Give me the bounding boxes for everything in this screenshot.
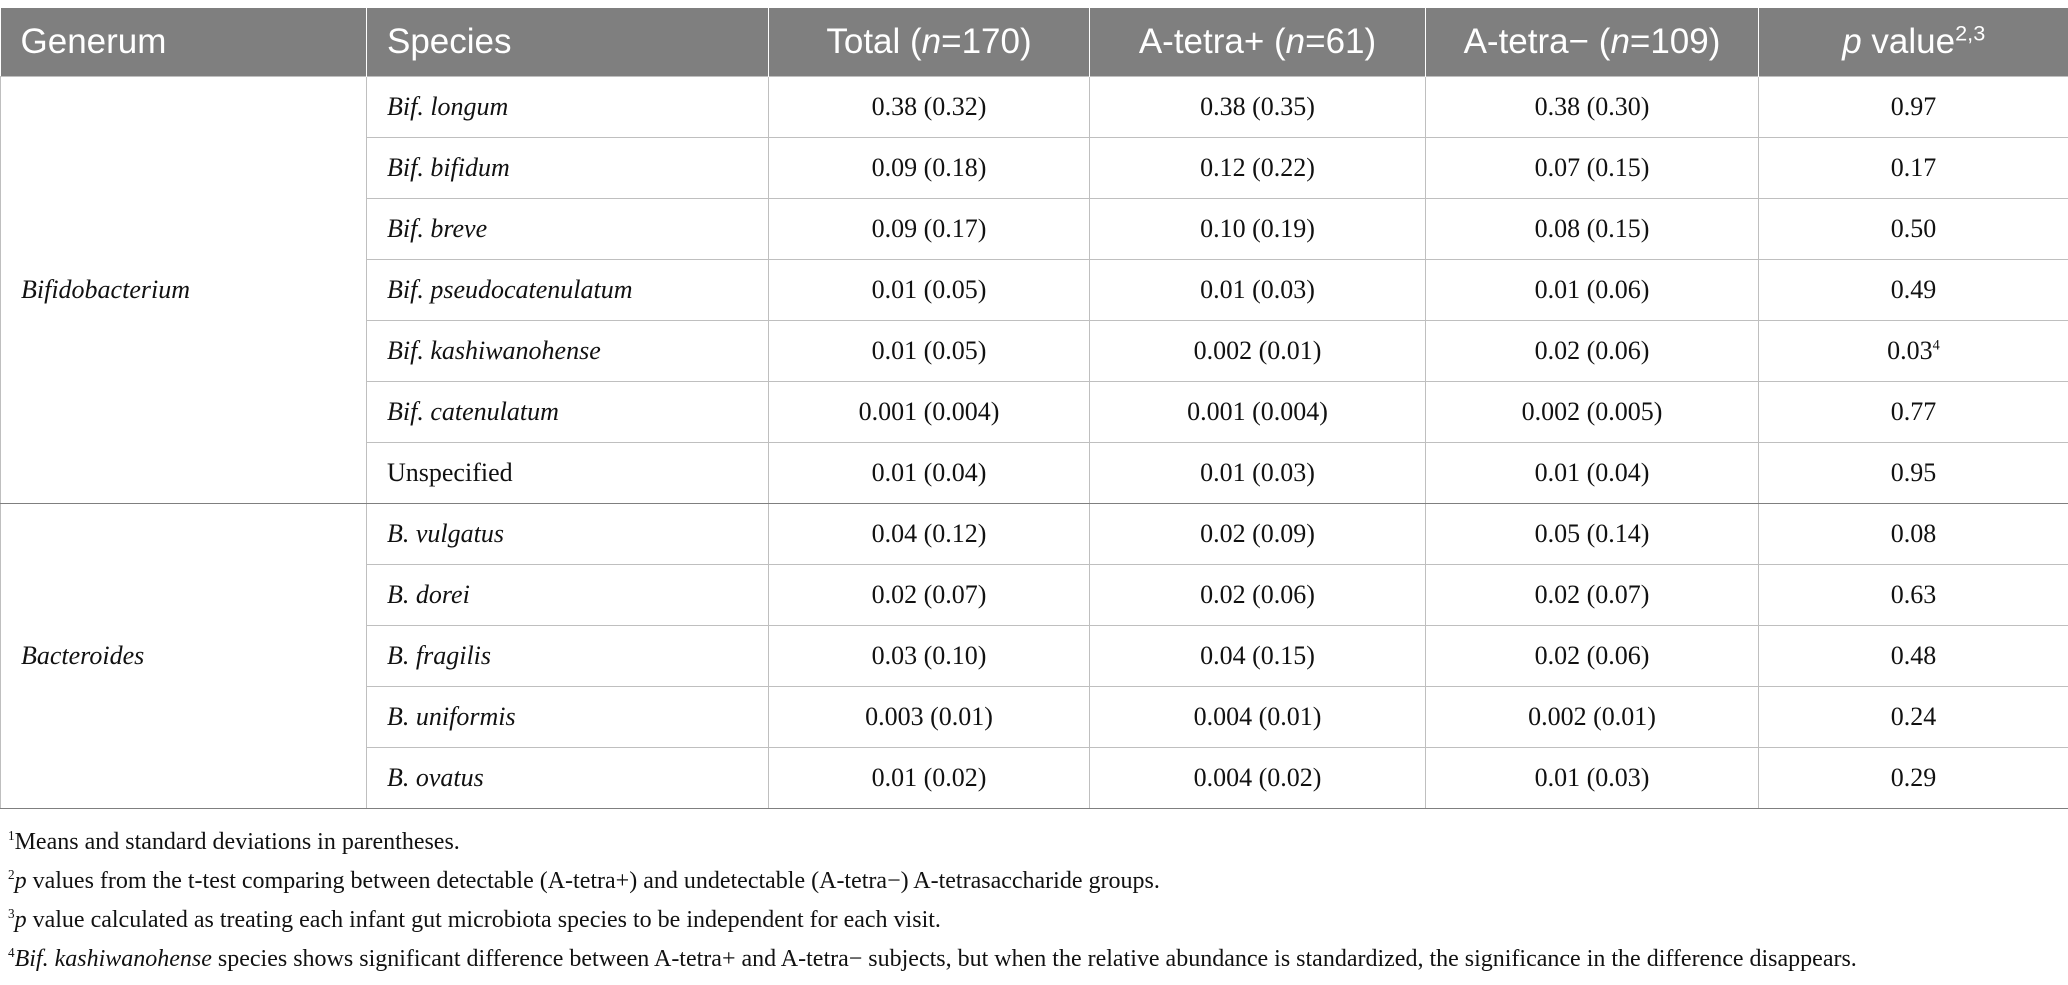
total-cell: 0.001 (0.004) (769, 382, 1090, 443)
header-p-italic: p (1842, 22, 1862, 61)
footnote-text: values from the t-test comparing between detectable (A-tetra+) and undetectable (A-tetra−) A-tetrasaccharide groups. (26, 868, 1160, 894)
species-cell: Bif. pseudocatenulatum (367, 260, 769, 321)
header-atetra-minus (1426, 8, 1759, 77)
atetra-minus-cell: 0.02 (0.06) (1426, 321, 1759, 382)
p-value-cell (1759, 565, 2068, 626)
species-cell: B. uniformis (367, 687, 769, 748)
atetra-minus-cell: 0.002 (0.01) (1426, 687, 1759, 748)
p-value: 0.29 (1890, 763, 1937, 792)
total-cell: 0.03 (0.10) (769, 626, 1090, 687)
p-value-cell (1759, 321, 2068, 382)
atetra-plus-cell: 0.001 (0.004) (1090, 382, 1426, 443)
p-value: 0.63 (1890, 580, 1937, 609)
footnote-italic: p (14, 868, 27, 894)
footnotes (8, 823, 2064, 979)
atetra-plus-cell: 0.10 (0.19) (1090, 199, 1426, 260)
p-value: 0.50 (1890, 214, 1937, 243)
header-atp-suffix: =61) (1305, 22, 1377, 61)
p-value-cell (1759, 626, 2068, 687)
header-atetra-plus (1090, 8, 1426, 77)
species-cell: Bif. breve (367, 199, 769, 260)
atetra-minus-cell: 0.07 (0.15) (1426, 138, 1759, 199)
atetra-plus-cell: 0.02 (0.06) (1090, 565, 1426, 626)
total-cell: 0.09 (0.18) (769, 138, 1090, 199)
p-value: 0.48 (1890, 641, 1937, 670)
atetra-plus-cell: 0.004 (0.02) (1090, 748, 1426, 809)
p-value-cell (1759, 260, 2068, 321)
footnote (8, 862, 2064, 901)
species-cell: Unspecified (367, 443, 769, 504)
footnote-number: 2 (8, 867, 15, 882)
p-value: 0.49 (1890, 275, 1937, 304)
p-value-cell (1759, 77, 2068, 138)
header-total-n: n (921, 22, 942, 61)
atetra-plus-cell: 0.02 (0.09) (1090, 504, 1426, 565)
header-p-text: value (1861, 22, 1956, 61)
p-value: 0.97 (1890, 92, 1937, 121)
footnote (8, 940, 2064, 979)
p-value-footnote-marker: 4 (1932, 337, 1940, 354)
atetra-plus-cell: 0.38 (0.35) (1090, 77, 1426, 138)
total-cell: 0.38 (0.32) (769, 77, 1090, 138)
total-cell: 0.003 (0.01) (769, 687, 1090, 748)
table-row (1, 504, 2068, 565)
footnote (8, 823, 2064, 862)
species-cell: Bif. kashiwanohense (367, 321, 769, 382)
atetra-minus-cell: 0.08 (0.15) (1426, 199, 1759, 260)
atetra-plus-cell: 0.12 (0.22) (1090, 138, 1426, 199)
footnote-italic: p (14, 907, 27, 933)
p-value: 0.17 (1890, 153, 1937, 182)
total-cell: 0.04 (0.12) (769, 504, 1090, 565)
header-atm-n: n (1610, 22, 1630, 61)
atetra-minus-cell: 0.38 (0.30) (1426, 77, 1759, 138)
p-value: 0.03 (1887, 336, 1933, 365)
header-species: Species (367, 8, 769, 77)
total-cell: 0.09 (0.17) (769, 199, 1090, 260)
atetra-minus-cell: 0.01 (0.03) (1426, 748, 1759, 809)
p-value-cell (1759, 199, 2068, 260)
p-value: 0.24 (1890, 702, 1937, 731)
header-total (769, 8, 1090, 77)
genus-cell: Bifidobacterium (1, 77, 367, 504)
footnote-number: 3 (8, 906, 15, 921)
species-cell: Bif. longum (367, 77, 769, 138)
table-row (1, 77, 2068, 138)
footnote-text: species shows significant difference between A-tetra+ and A-tetra− subjects, but when the relative abundance is standardized, the significance in the difference disappears. (211, 946, 1857, 972)
total-cell: 0.01 (0.04) (769, 443, 1090, 504)
header-generum: Generum (1, 8, 367, 77)
atetra-minus-cell: 0.02 (0.07) (1426, 565, 1759, 626)
genus-cell: Bacteroides (1, 504, 367, 809)
footnote-number: 1 (8, 828, 15, 843)
header-atm-prefix: A-tetra− ( (1463, 22, 1611, 61)
data-table-container (0, 8, 2068, 809)
header-atm-suffix: =109) (1629, 22, 1721, 61)
table-body (1, 77, 2068, 809)
atetra-plus-cell: 0.004 (0.01) (1090, 687, 1426, 748)
species-cell: Bif. bifidum (367, 138, 769, 199)
atetra-plus-cell: 0.04 (0.15) (1090, 626, 1426, 687)
header-p-sup: 2,3 (1955, 20, 1986, 46)
p-value-cell (1759, 504, 2068, 565)
total-cell: 0.01 (0.05) (769, 321, 1090, 382)
header-total-prefix: Total ( (826, 22, 922, 61)
atetra-plus-cell: 0.002 (0.01) (1090, 321, 1426, 382)
species-cell: Bif. catenulatum (367, 382, 769, 443)
atetra-minus-cell: 0.02 (0.06) (1426, 626, 1759, 687)
p-value-cell (1759, 748, 2068, 809)
species-cell: B. dorei (367, 565, 769, 626)
p-value: 0.08 (1890, 519, 1937, 548)
footnote-italic: Bif. kashiwanohense (14, 946, 212, 972)
header-p-value (1759, 8, 2068, 77)
p-value: 0.95 (1890, 458, 1937, 487)
total-cell: 0.01 (0.02) (769, 748, 1090, 809)
p-value-cell (1759, 382, 2068, 443)
atetra-plus-cell: 0.01 (0.03) (1090, 443, 1426, 504)
header-atp-n: n (1285, 22, 1306, 61)
header-total-suffix: =170) (941, 22, 1032, 61)
atetra-minus-cell: 0.002 (0.005) (1426, 382, 1759, 443)
table-header (1, 8, 2068, 77)
p-value-cell (1759, 687, 2068, 748)
species-cell: B. fragilis (367, 626, 769, 687)
data-table (0, 8, 2068, 809)
p-value: 0.77 (1890, 397, 1937, 426)
atetra-minus-cell: 0.01 (0.04) (1426, 443, 1759, 504)
header-row (1, 8, 2068, 77)
atetra-minus-cell: 0.05 (0.14) (1426, 504, 1759, 565)
total-cell: 0.02 (0.07) (769, 565, 1090, 626)
footnote-text: value calculated as treating each infant gut microbiota species to be independent for each visit. (26, 907, 941, 933)
footnote-text: Means and standard deviations in parentheses. (14, 829, 460, 855)
species-cell: B. vulgatus (367, 504, 769, 565)
header-atp-prefix: A-tetra+ ( (1138, 22, 1286, 61)
species-cell: B. ovatus (367, 748, 769, 809)
atetra-plus-cell: 0.01 (0.03) (1090, 260, 1426, 321)
p-value-cell (1759, 443, 2068, 504)
p-value-cell (1759, 138, 2068, 199)
footnote-number: 4 (8, 945, 15, 960)
total-cell: 0.01 (0.05) (769, 260, 1090, 321)
atetra-minus-cell: 0.01 (0.06) (1426, 260, 1759, 321)
footnote (8, 901, 2064, 940)
